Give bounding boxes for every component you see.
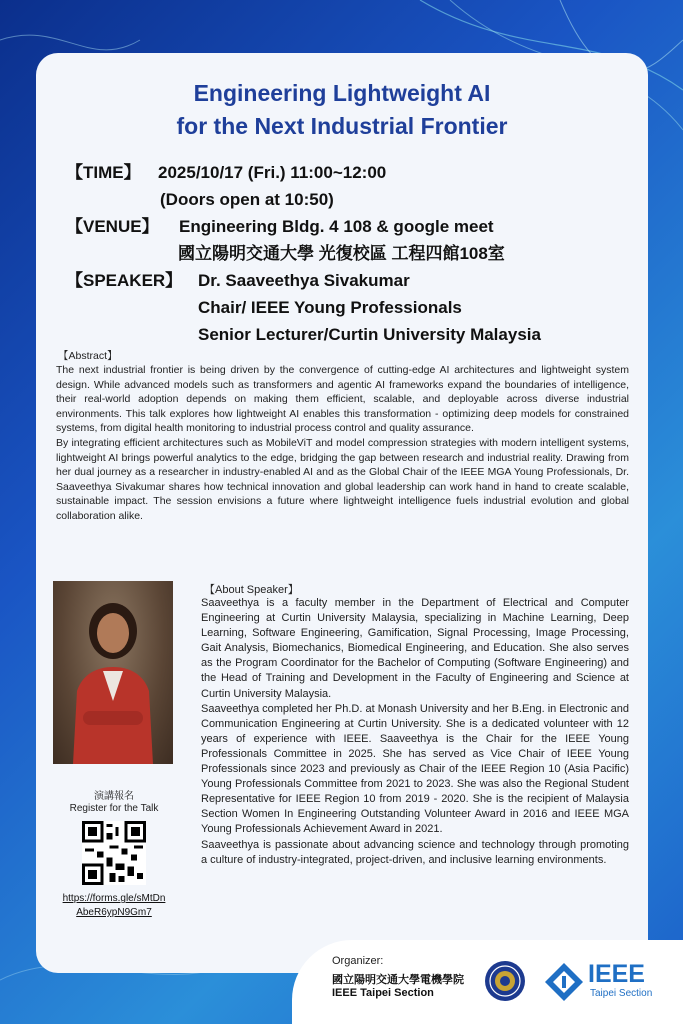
time-note: (Doors open at 10:50) [160,190,334,209]
ieee-logo [544,960,674,1004]
about-paragraph: Saaveethya completed her Ph.D. at Monash University and her B.Eng. in Electronic and Communication Engineering at Curtin University. She is a dedicated volunteer with 12 years of experience with IEEE. Saaveethya is the Chair for the IEEE Young Professionals Committee in 2025. She has served as Vice Chair of IEEE Young Professionals since 2023 and previously as Chair of the IEEE Region 10 (Asia Pacific) Young Professionals Committee from 2021 to 2023. She was also the Regional Student Representative for IEEE Region 10 from 2019 - 2020. She is the recipient of Malaysia Section Women In Engineering Outstanding Volunteer Award in 2016 and IEEE MGA Young Professionals Achievement Award in 2021. [201,702,630,836]
speaker-name: Dr. Saaveethya Sivakumar [198,271,410,290]
abstract-text [56,363,629,524]
about-paragraph: Saaveethya is passionate about advancing science and technology through promoting a culture of industry-integrated, project-driven, and inclusive learning environments. [201,838,629,866]
event-title: Engineering Lightweight AI for the Next Industrial Frontier [176,80,508,139]
about-paragraph: Saaveethya is a faculty member in the Department of Electrical and Computer Engineering at Curtin University Malaysia, specializing in Machine Learning, Deep Learning, Software Engineering, Gamification, Signal Processing, Image Processing, Gait Analysis, Biomechanics, Biomedical Engineering, and Education. She also serves as the Program Coordinator for the Bachelor of Computing (Software Engineering) and the Head of Training and Development in the Faculty of Engineering and Science at Curtin University Malaysia. [201,597,629,700]
abstract-paragraph: The next industrial frontier is being driven by the convergence of cutting-edge AI architectures and lightweight system design. While advanced models such as transformers and agentic AI frameworks expand the boundaries of intelligence, their real-world adoption depends on making them efficient, scalable, and deployable across diverse industrial environments. This talk explores how lightweight AI enables this transformation - optimizing deep models for constrained systems, from digital health monitoring to industrial process control and quality assurance. [56,364,629,435]
time-value: 2025/10/17 (Fri.) 11:00~12:00 [158,163,387,182]
about-heading: 【About Speaker】 [204,584,299,596]
content-card [36,53,648,973]
qr-code-icon[interactable] [82,821,146,885]
speaker-photo [53,581,173,764]
time-label: 【TIME】 [66,163,141,182]
organizer-section: IEEE Taipei Section [332,987,434,999]
about-text [201,596,629,868]
abstract-heading: 【Abstract】 [58,350,118,362]
organizer-panel [292,940,683,1024]
register-label-zh: 演講報名 [94,791,134,802]
ieee-logo-text: IEEE [588,960,645,988]
speaker-role-2: Senior Lecturer/Curtin University Malaysia [198,325,541,344]
venue-value: Engineering Bldg. 4 108 & google meet [179,217,494,236]
venue-zh: 國立陽明交通大學 光復校區 工程四館108室 [178,244,505,263]
venue-label: 【VENUE】 [66,217,159,236]
organizer-university: 國立陽明交通大學電機學院 [332,974,464,986]
register-link[interactable]: https://forms.gle/sMtDn AbeR6ypN9Gm7 [62,893,166,918]
register-label-en: Register for the Talk [69,803,159,814]
speaker-role-1: Chair/ IEEE Young Professionals [198,298,462,317]
ieee-logo-subtext: Taipei Section [590,988,653,999]
organizer-label: Organizer: [332,955,384,967]
event-info [66,159,636,348]
ieee-diamond-icon [544,962,584,1002]
abstract-paragraph: By integrating efficient architectures such as MobileViT and model compression strategies with modern intelligent systems, lightweight AI brings powerful analytics to the edge, bridging the gap between research and industrial reality. Drawing from her dual journey as a researcher in industry-enabled AI and as the Global Chair of the IEEE MGA Young Professionals, Dr. Saaveethya Sivakumar shares how technical innovation and global leadership can work hand in hand to create scalable, sustainable impact. The session envisions a future where lightweight intelligence fuels industrial evolution and global collaboration alike. [56,436,629,522]
speaker-photo-icon [53,581,173,764]
university-seal-icon [484,960,526,1002]
speaker-label: 【SPEAKER】 [66,271,183,290]
